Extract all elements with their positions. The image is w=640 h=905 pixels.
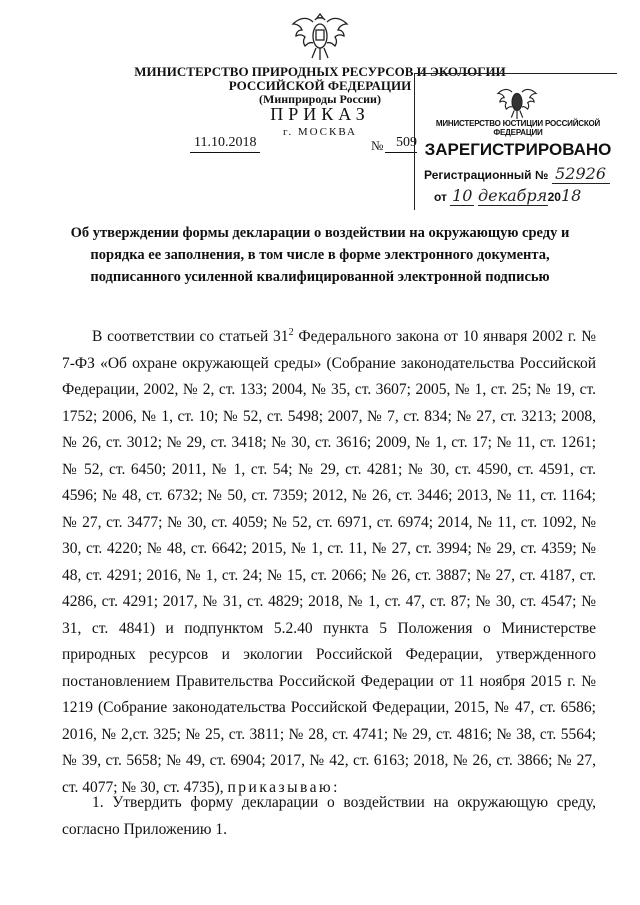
stamp-year-prefix: 20 bbox=[547, 190, 561, 204]
document-title-line1: Об утверждении формы декларации о воздействии на окружающую среду и bbox=[70, 225, 570, 241]
stamp-registered: ЗАРЕГИСТРИРОВАНО bbox=[424, 140, 612, 159]
stamp-registration-row bbox=[424, 164, 610, 184]
stamp-year-suffix: 18 bbox=[560, 186, 582, 205]
ministry-name-line2: РОССИЙСКОЙ ФЕДЕРАЦИИ bbox=[228, 78, 412, 93]
order-number-label: № bbox=[371, 138, 384, 153]
stamp-from-label: от bbox=[434, 190, 447, 204]
order-date: 11.10.2018 bbox=[190, 134, 260, 153]
order-city: г. МОСКВА bbox=[283, 126, 357, 138]
stamp-reg-label: Регистрационный № bbox=[424, 168, 549, 182]
document-title-line2: порядка ее заполнения, в том числе в форме электронного документа, bbox=[90, 247, 550, 263]
order-number: 509 bbox=[385, 134, 417, 153]
article-superscript: 2 bbox=[288, 327, 294, 338]
stamp-day: 10 bbox=[452, 186, 473, 205]
order-item-1: 1. Утвердить форму декларации о воздействии на окружающую среду, согласно Приложению 1. bbox=[62, 794, 596, 838]
intro-part2: Федерального закона от 10 января 2002 г. № 7-ФЗ «Об охране окружающей среды» (Собрание законодательства Российской Федерации, 2002, № 2, ст. 133; 2004, № 35, ст. 3607; 2005, № 1, ст. 25; № 19, ст. 1752; 2006, № 1, ст. 10; № 52, ст. 5498; 2007, № 7, ст. 834; № 27, ст. 3213; 2008, № 26, ст. 3012; № 29, ст. 3418; № 30, ст. 3616; 2009, № 1, ст. 17; № 11, ст. 1261; № 52, ст. 6450; 2011, № 1, ст. 54; № 29, ст. 4281; № 30, ст. 4590, ст. 4591, ст. 4596; № 48, ст. 6732; № 50, ст. 7359; 2012, № 26, ст. 3446; 2013, № 11, ст. 1164; № 27, ст. 3477; № 30, ст. 4059; № 52, ст. 6971, ст. 6974; 2014, № 11, ст. 1092, № 30, ст. 4220; № 48, ст. 6642; 2015, № 1, ст. 11, № 27, ст. 3994; № 29, ст. 4359; № 48, ст. 4291; 2016, № 1, ст. 24; № 15, ст. 2066; № 26, ст. 3887; № 27, ст. 4187, ст. 4286, ст. 4291; 2017, № 31, ст. 4829; 2018, № 1, ст. 47, ст. 87; № 30, ст. 4547; № 31, ст. 4841) и подпунктом 5.2.40 пункта 5 Положения о Министерстве природных ресурсов и экологии Российской Федерации, утвержденного постановлением Правительства Российской Федерации от 11 ноября 2015 г. № 1219 (Собрание законодательства Российской Федерации, 2015, № 47, ст. 6586; 2016, № 2,ст. 325; № 25, ст. 3811; № 28, ст. 4741; № 29, ст. 4816; № 38, ст. 5564; № 39, ст. 5658; № 49, ст. 6904; 2017, № 42, ст. 6163; 2018, № 26, ст. 3866; № 27, ст. 4077; № 30, ст. 4735), bbox=[62, 328, 596, 796]
document-title-line3: подписанного усиленной квалифицированной электронной подписью bbox=[90, 269, 550, 285]
order-colon: : bbox=[333, 778, 338, 796]
body-paragraph bbox=[62, 320, 596, 801]
stamp-month: декабря bbox=[477, 186, 548, 205]
order-title: ПРИКАЗ bbox=[270, 104, 370, 124]
ministry-short-name: (Минприроды России) bbox=[259, 92, 381, 106]
stamp-reg-number: 52926 bbox=[552, 164, 610, 184]
order-word: приказываю bbox=[227, 778, 334, 796]
document-title bbox=[40, 222, 600, 288]
intro-part1: В соответствии со статьей 31 bbox=[92, 328, 289, 346]
stamp-ministry-name: МИНИСТЕРСТВО ЮСТИЦИИ РОССИЙСКОЙ ФЕДЕРАЦИИ bbox=[435, 119, 601, 137]
state-emblem-icon bbox=[289, 8, 351, 64]
stamp-date-row bbox=[434, 186, 581, 206]
ministry-name-line1: МИНИСТЕРСТВО ПРИРОДНЫХ РЕСУРСОВ И ЭКОЛОГИИ bbox=[134, 64, 506, 79]
stamp-emblem-icon bbox=[495, 82, 539, 122]
